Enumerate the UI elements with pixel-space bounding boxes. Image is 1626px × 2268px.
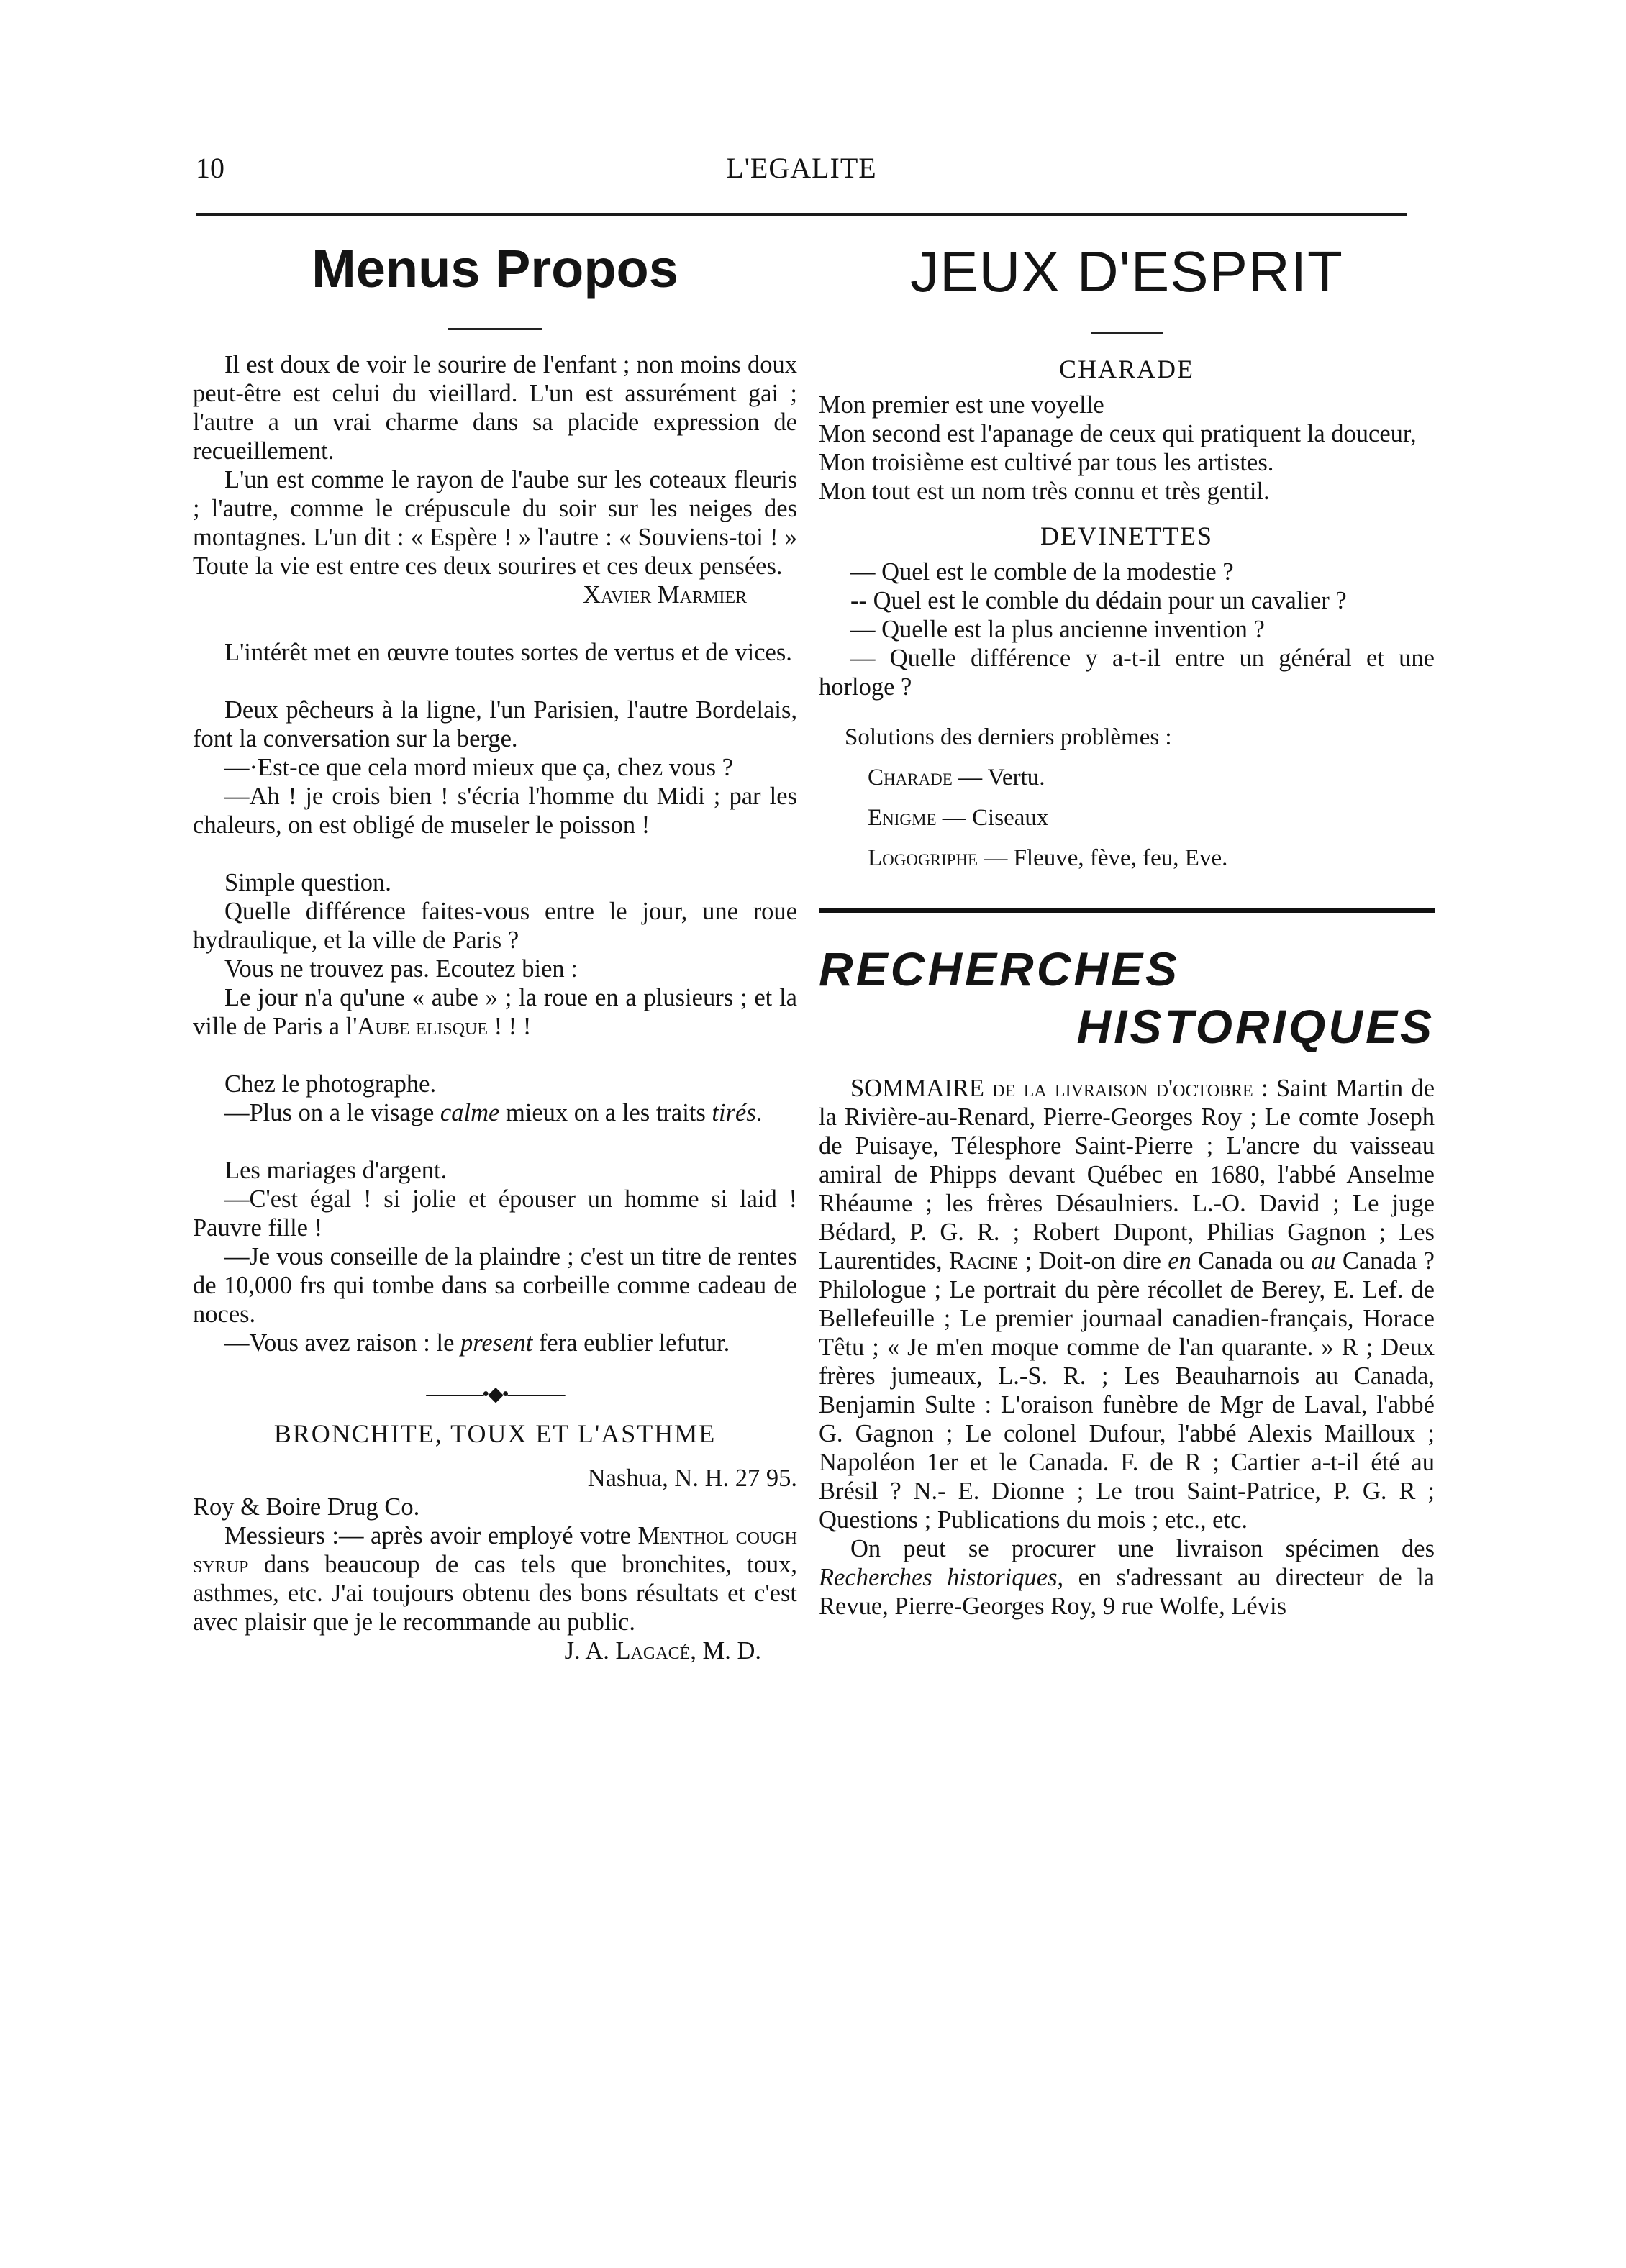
jeux-d-esprit-title: JEUX D'ESPRIT [910, 240, 1343, 304]
paragraph: Les mariages d'argent. [224, 1157, 448, 1184]
recherches-title-line1: RECHERCHES [819, 942, 1181, 996]
right-column [819, 230, 1435, 1621]
riddle: — Quel est le comble de la modestie ? [850, 558, 1234, 586]
paragraph: —C'est égal ! si jolie et épouser un homme si laid ! Pauvre fille ! [193, 1185, 797, 1242]
recherches-title-line2: HISTORIQUES [1076, 1000, 1435, 1053]
charade-line: Mon troisième est cultivé par tous les artistes. [819, 449, 1274, 476]
paragraph: —Plus on a le visage calme mieux on a les traits tirés. [224, 1099, 763, 1126]
riddle: — Quelle est la plus ancienne invention ? [850, 616, 1265, 643]
paragraph: —·Est-ce que cela mord mieux que ça, chez vous ? [224, 754, 733, 781]
ad-recipient: Roy & Boire Drug Co. [193, 1493, 420, 1521]
riddle: — Quelle différence y a-t-il entre un général et une horloge ? [819, 645, 1435, 701]
menus-propos-title: Menus Propos [312, 239, 678, 299]
ad-place-date: Nashua, N. H. 27 95. [587, 1465, 797, 1492]
ad-title: BRONCHITE, TOUX ET L'ASTHME [273, 1419, 717, 1448]
ad-signature: J. A. Lagacé, M. D. [564, 1637, 761, 1664]
signature-marmier: Xavier Marmier [583, 581, 747, 609]
page-number: 10 [196, 152, 224, 184]
subscription-paragraph: On peut se procurer une livraison spécimen des Recherches historiques, en s'adressant au directeur de la Revue, Pierre-Georges Roy, 9 rue Wolfe, Lévis [819, 1535, 1435, 1620]
paragraph: L'intérêt met en œuvre toutes sortes de vertus et de vices. [224, 639, 792, 666]
riddle: -- Quel est le comble du dédain pour un cavalier ? [850, 587, 1347, 614]
solutions-heading: Solutions des derniers problèmes : [845, 724, 1172, 750]
solution-line: Logogriphe — Fleuve, fève, feu, Eve. [868, 845, 1228, 871]
ornament-divider: ———•◆•——— [426, 1383, 564, 1406]
ad-body: Messieurs :— après avoir employé votre Menthol cough syrup dans beaucoup de cas tels que bronchites, toux, asthmes, etc. J'ai toujours obtenu des bons résultats et c'est avec plaisir que je le recommande au public. [193, 1522, 797, 1636]
sommaire-paragraph: SOMMAIRE de la livraison d'octobre : Saint Martin de la Rivière-au-Renard, Pierre-Georges Roy ; Le comte Joseph de Puisaye, Télesphore Saint-Pierre ; L'ancre du vaisseau amiral de Phipps devant Québec en 1680, l'abbé Anselme Rhéaume ; les frères Désaulniers. L.-O. David ; Le juge Bédard, P. G. R. ; Robert Dupont, Philias Gagnon ; Les Laurentides, Racine ; Doit-on dire en Canada ou au Canada ? Philologue ; Le portrait du père récollet de Berey, E. Lef. de Bellefeuille ; Le premier journaal canadien-français, Horace Têtu ; « Je m'en moque comme de l'an quarante. » R ; Deux frères jumeaux, L.-S. R. ; Les Beauharnois au Canada, Benjamin Sulte : L'oraison funèbre de Mgr de Laval, l'abbé G. Gagnon ; Le colonel Dufour, l'abbé Alexis Mailloux ; Napoléon 1er et le Canada. F. de R ; Cartier a-t-il été au Brésil ? N.- E. Dionne ; Le trou Saint-Patrice, P. G. R ; Questions ; Publications du mois ; etc., etc. [819, 1075, 1435, 1534]
left-column [193, 230, 797, 1665]
title-divider [1091, 332, 1163, 334]
paragraph: —Vous avez raison : le present fera eublier lefutur. [224, 1329, 730, 1357]
header-rule [196, 213, 1407, 216]
charade-line: Mon second est l'apanage de ceux qui pratiquent la douceur, [819, 420, 1417, 447]
paragraph: L'un est comme le rayon de l'aube sur les coteaux fleuris ; l'autre, comme le crépuscule du soir sur les neiges des montagnes. L'un dit : « Espère ! » l'autre : « Souviens-toi ! » Toute la vie est entre ces deux sourires et ces deux pensées. [193, 466, 797, 580]
solution-line: Enigme — Ciseaux [868, 805, 1049, 831]
paragraph: Le jour n'a qu'une « aube » ; la roue en a plusieurs ; et la ville de Paris a l'Aube elisque ! ! ! [193, 984, 797, 1040]
paragraph: —Ah ! je crois bien ! s'écria l'homme du Midi ; par les chaleurs, on est obligé de museler le poisson ! [193, 783, 797, 839]
section-rule [819, 908, 1435, 913]
devinettes-heading: DEVINETTES [1040, 522, 1213, 550]
page-header [196, 151, 1407, 191]
charade-heading: CHARADE [1058, 355, 1194, 383]
paragraph: Chez le photographe. [224, 1070, 437, 1098]
charade-line: Mon tout est un nom très connu et très gentil. [819, 478, 1270, 505]
journal-title: L'EGALITE [726, 152, 877, 184]
paragraph: Vous ne trouvez pas. Ecoutez bien : [224, 955, 578, 983]
paragraph: Simple question. [224, 869, 391, 896]
charade-line: Mon premier est une voyelle [819, 391, 1104, 419]
paragraph: —Je vous conseille de la plaindre ; c'est un titre de rentes de 10,000 frs qui tombe dans sa corbeille comme cadeau de noces. [193, 1243, 797, 1328]
paragraph: Deux pêcheurs à la ligne, l'un Parisien, l'autre Bordelais, font la conversation sur la berge. [193, 696, 797, 752]
solution-line: Charade — Vertu. [868, 765, 1045, 791]
paragraph: Il est doux de voir le sourire de l'enfant ; non moins doux peut-être est celui du vieillard. L'un est assurément gai ; l'autre a un vrai charme dans sa placide expression de recueillement. [193, 351, 797, 465]
paragraph: Quelle différence faites-vous entre le jour, une roue hydraulique, et la ville de Paris ? [193, 898, 797, 954]
title-divider [448, 328, 542, 330]
